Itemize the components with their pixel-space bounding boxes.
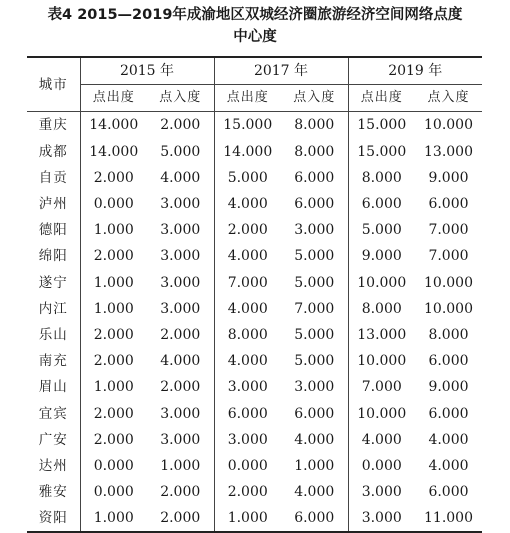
value-cell-out-2015: 14.000 [80, 139, 147, 165]
value-cell-out-2015: 1.000 [80, 505, 147, 532]
table-row [27, 243, 482, 269]
value-cell-in-2019: 6.000 [428, 484, 469, 501]
value-cell-out-2019: 6.000 [348, 191, 415, 217]
city-cell: 广安 [38, 431, 68, 448]
value-cell-in-2017: 5.000 [294, 274, 335, 291]
table-row [27, 479, 482, 505]
value-cell-in-2015: 2.000 [147, 505, 214, 532]
value-cell-in-2019: 8.000 [428, 326, 469, 343]
value-cell-out-2019: 10.000 [348, 270, 415, 296]
value-cell-in-2015: 3.000 [160, 405, 201, 422]
value-cell-out-2017: 3.000 [214, 427, 281, 453]
city-cell: 乐山 [38, 326, 68, 343]
value-cell-in-2019: 4.000 [428, 431, 469, 448]
city-cell: 资阳 [27, 505, 80, 532]
value-cell-out-2019: 3.000 [348, 505, 415, 532]
year-header-2019: 2019 年 [348, 57, 482, 85]
table-body [27, 112, 482, 533]
value-cell-out-2015: 2.000 [80, 243, 147, 269]
city-cell: 宜宾 [38, 405, 68, 422]
table-row [27, 296, 482, 322]
value-cell-in-2015: 3.000 [160, 248, 201, 265]
value-cell-out-2015: 1.000 [80, 270, 147, 296]
value-cell-in-2017: 4.000 [294, 431, 335, 448]
value-cell-in-2019: 11.000 [415, 505, 482, 532]
year-header-row [27, 57, 482, 85]
table-row [27, 348, 482, 374]
sub-header-out-2019: 点出度 [348, 85, 415, 112]
table-row [27, 139, 482, 165]
value-cell-out-2019: 8.000 [348, 296, 415, 322]
value-cell-in-2017: 6.000 [294, 196, 335, 213]
table-row [27, 112, 482, 139]
value-cell-out-2017: 1.000 [214, 505, 281, 532]
value-cell-in-2017: 6.000 [281, 505, 348, 532]
sub-header-out-2017: 点出度 [214, 85, 281, 112]
value-cell-out-2015: 1.000 [80, 296, 147, 322]
value-cell-out-2019: 15.000 [348, 139, 415, 165]
value-cell-in-2019: 9.000 [428, 379, 469, 396]
value-cell-out-2017: 4.000 [214, 348, 281, 374]
city-cell: 重庆 [38, 117, 68, 134]
value-cell-in-2017: 5.000 [294, 326, 335, 343]
value-cell-out-2019: 10.000 [348, 348, 415, 374]
sub-header-in-2017: 点入度 [281, 85, 348, 112]
value-cell-out-2015: 1.000 [80, 217, 147, 243]
value-cell-in-2017: 8.000 [294, 143, 335, 160]
value-cell-out-2019: 4.000 [348, 427, 415, 453]
value-cell-out-2015: 2.000 [80, 322, 147, 348]
value-cell-out-2017: 6.000 [214, 400, 281, 426]
value-cell-in-2017: 4.000 [294, 484, 335, 501]
value-cell-in-2019: 10.000 [424, 300, 473, 317]
city-cell: 眉山 [38, 379, 68, 396]
value-cell-out-2017: 7.000 [214, 270, 281, 296]
value-cell-out-2015: 2.000 [80, 348, 147, 374]
value-cell-in-2019: 9.000 [428, 169, 469, 186]
value-cell-out-2019: 15.000 [348, 112, 415, 139]
city-cell: 雅安 [38, 484, 68, 501]
table-row [27, 427, 482, 453]
city-column-header: 城市 [27, 57, 80, 112]
value-cell-out-2019: 0.000 [348, 453, 415, 479]
sub-header-in-2019: 点入度 [415, 85, 482, 112]
city-cell: 德阳 [38, 222, 68, 239]
value-cell-out-2019: 5.000 [348, 217, 415, 243]
value-cell-out-2017: 0.000 [214, 453, 281, 479]
value-cell-in-2015: 3.000 [160, 300, 201, 317]
value-cell-out-2019: 13.000 [348, 322, 415, 348]
value-cell-out-2015: 1.000 [80, 374, 147, 400]
value-cell-in-2017: 7.000 [294, 300, 335, 317]
value-cell-out-2015: 14.000 [80, 112, 147, 139]
city-cell: 绵阳 [38, 248, 68, 265]
sub-header-in-2015: 点入度 [147, 85, 214, 112]
value-cell-in-2015: 2.000 [160, 326, 201, 343]
value-cell-out-2017: 4.000 [214, 243, 281, 269]
value-cell-in-2015: 3.000 [160, 222, 201, 239]
table-row [27, 453, 482, 479]
city-cell: 内江 [38, 300, 68, 317]
value-cell-in-2017: 1.000 [294, 457, 335, 474]
city-cell: 成都 [38, 143, 68, 160]
centrality-table [27, 56, 482, 533]
value-cell-out-2017: 14.000 [214, 139, 281, 165]
city-cell: 遂宁 [38, 274, 68, 291]
value-cell-out-2017: 2.000 [214, 479, 281, 505]
table-row [27, 165, 482, 191]
table-row [27, 270, 482, 296]
value-cell-in-2019: 6.000 [428, 353, 469, 370]
table-caption [0, 4, 510, 48]
table-row [27, 400, 482, 426]
value-cell-in-2017: 6.000 [294, 169, 335, 186]
value-cell-in-2015: 5.000 [160, 143, 201, 160]
table-row [27, 374, 482, 400]
value-cell-out-2015: 0.000 [80, 191, 147, 217]
value-cell-in-2015: 2.000 [160, 379, 201, 396]
table-row [27, 217, 482, 243]
value-cell-in-2017: 5.000 [294, 248, 335, 265]
value-cell-out-2015: 2.000 [80, 165, 147, 191]
value-cell-in-2019: 10.000 [424, 117, 473, 134]
value-cell-out-2019: 7.000 [348, 374, 415, 400]
value-cell-in-2019: 7.000 [428, 248, 469, 265]
value-cell-out-2015: 2.000 [80, 400, 147, 426]
value-cell-in-2019: 6.000 [428, 405, 469, 422]
value-cell-out-2017: 2.000 [214, 217, 281, 243]
value-cell-in-2015: 2.000 [160, 117, 201, 134]
value-cell-in-2019: 6.000 [428, 196, 469, 213]
value-cell-in-2015: 4.000 [160, 169, 201, 186]
caption-line-2: 中心度 [233, 29, 277, 45]
table-row [27, 322, 482, 348]
value-cell-out-2017: 3.000 [214, 374, 281, 400]
value-cell-out-2017: 4.000 [214, 296, 281, 322]
value-cell-out-2019: 8.000 [348, 165, 415, 191]
value-cell-in-2017: 3.000 [294, 222, 335, 239]
value-cell-out-2017: 4.000 [214, 191, 281, 217]
table-row [27, 191, 482, 217]
value-cell-out-2015: 0.000 [80, 479, 147, 505]
value-cell-in-2015: 3.000 [160, 431, 201, 448]
value-cell-out-2017: 8.000 [214, 322, 281, 348]
value-cell-in-2017: 5.000 [294, 353, 335, 370]
value-cell-in-2017: 6.000 [294, 405, 335, 422]
value-cell-in-2019: 10.000 [424, 274, 473, 291]
value-cell-in-2019: 7.000 [428, 222, 469, 239]
value-cell-in-2015: 2.000 [160, 484, 201, 501]
value-cell-out-2017: 15.000 [214, 112, 281, 139]
value-cell-out-2015: 0.000 [80, 453, 147, 479]
value-cell-in-2015: 4.000 [160, 353, 201, 370]
value-cell-out-2019: 9.000 [348, 243, 415, 269]
year-header-2017: 2017 年 [214, 57, 348, 85]
value-cell-out-2017: 5.000 [214, 165, 281, 191]
value-cell-in-2015: 3.000 [160, 274, 201, 291]
city-cell: 自贡 [38, 169, 68, 186]
value-cell-in-2015: 3.000 [160, 196, 201, 213]
city-cell: 达州 [38, 457, 68, 474]
table-row [27, 505, 482, 532]
sub-header-row [27, 85, 482, 112]
city-cell: 南充 [38, 353, 68, 370]
city-cell: 泸州 [38, 196, 68, 213]
value-cell-out-2015: 2.000 [80, 427, 147, 453]
year-header-2015: 2015 年 [80, 57, 214, 85]
value-cell-in-2017: 8.000 [294, 117, 335, 134]
value-cell-in-2015: 1.000 [160, 457, 201, 474]
value-cell-out-2019: 10.000 [348, 400, 415, 426]
value-cell-in-2017: 3.000 [294, 379, 335, 396]
value-cell-in-2019: 13.000 [424, 143, 473, 160]
caption-line-1: 表4 2015—2019年成渝地区双城经济圈旅游经济空间网络点度 [47, 7, 463, 23]
value-cell-out-2019: 3.000 [348, 479, 415, 505]
sub-header-out-2015: 点出度 [80, 85, 147, 112]
value-cell-in-2019: 4.000 [428, 457, 469, 474]
